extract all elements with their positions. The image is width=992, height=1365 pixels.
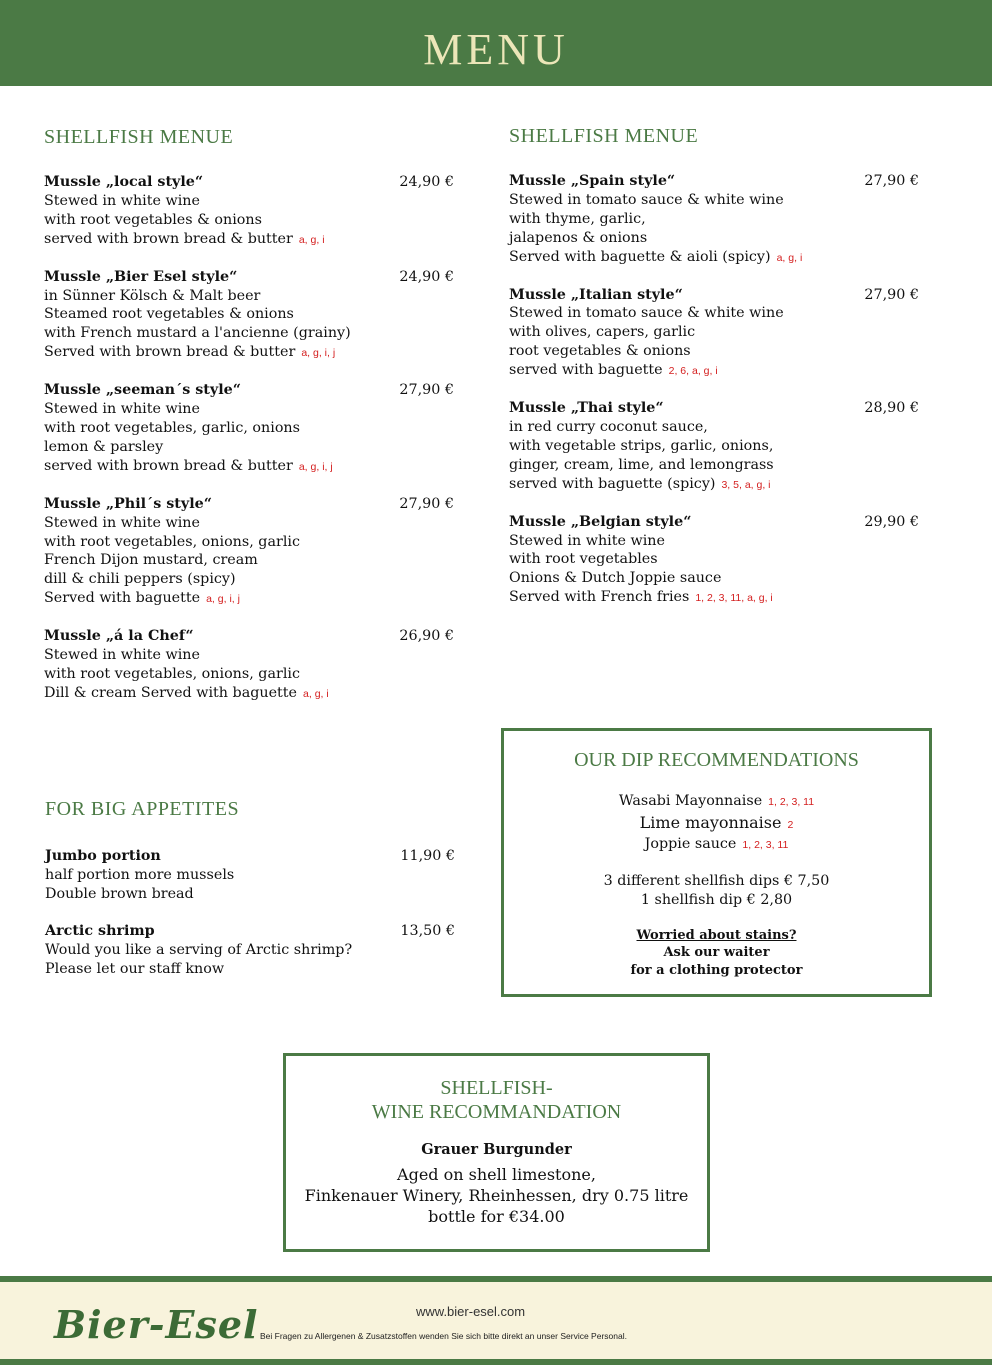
item-description xyxy=(509,418,939,437)
menu-item xyxy=(44,173,474,250)
allergen-codes: a, g, i xyxy=(776,251,803,264)
description-text: in Sünner Kölsch & Malt beer xyxy=(44,287,261,304)
item-description xyxy=(509,588,939,608)
item-description xyxy=(509,191,939,210)
description-text: with French mustard a l'ancienne (grainy) xyxy=(44,325,351,342)
dip-title: OUR DIP RECOMMENDATIONS xyxy=(574,749,859,771)
menu-item xyxy=(509,172,939,268)
item-price: 24,90 € xyxy=(399,268,454,285)
dip-name: Lime mayonnaise xyxy=(639,812,782,832)
description-text: Stewed in white wine xyxy=(44,192,200,209)
item-description xyxy=(509,456,939,475)
menu-item xyxy=(509,399,939,495)
description-text: Stewed in tomato sauce & white wine xyxy=(509,191,784,208)
menu-item xyxy=(45,847,475,904)
description-text: with root vegetables xyxy=(509,551,658,568)
description-text: served with baguette xyxy=(509,362,663,379)
item-name: Arctic shrimp xyxy=(45,922,155,939)
item-name: Mussle „á la Chef“ xyxy=(44,628,194,645)
spacer xyxy=(504,856,929,872)
item-description xyxy=(509,342,939,361)
item-price: 13,50 € xyxy=(400,922,455,939)
description-text: lemon & parsley xyxy=(44,438,164,455)
description-text: served with brown bread & butter xyxy=(44,230,293,247)
item-price: 28,90 € xyxy=(864,400,919,417)
shellfish-menu-right xyxy=(509,125,939,626)
stain-warning-line: Ask our waiter xyxy=(663,945,770,960)
section-title: SHELLFISH MENUE xyxy=(509,125,699,147)
item-description xyxy=(44,192,474,211)
description-text: jalapenos & onions xyxy=(509,229,648,246)
item-description xyxy=(509,248,939,268)
item-name: Mussle „Bier Esel style“ xyxy=(44,268,238,285)
wine-title-line: WINE RECOMMANDATION xyxy=(371,1101,622,1123)
description-text: Stewed in white wine xyxy=(509,532,665,549)
wine-recommendation-box xyxy=(283,1053,710,1252)
item-description xyxy=(44,665,474,684)
allergen-codes: a, g, i, j xyxy=(206,593,240,606)
item-description xyxy=(44,287,474,306)
description-text: with root vegetables, onions, garlic xyxy=(44,665,300,682)
menu-item xyxy=(509,513,939,609)
item-name: Mussle „seeman´s style“ xyxy=(44,382,241,399)
item-description xyxy=(509,210,939,229)
item-description xyxy=(44,211,474,230)
item-description xyxy=(44,533,474,552)
description-text: Served with baguette xyxy=(44,590,201,607)
allergen-codes: a, g, i xyxy=(298,233,325,246)
item-description xyxy=(509,569,939,588)
description-text: served with brown bread & butter xyxy=(44,457,293,474)
description-text: Served with baguette & aioli (spicy) xyxy=(509,248,771,265)
item-description xyxy=(509,475,939,495)
description-text: with root vegetables, garlic, onions xyxy=(44,419,300,436)
description-text: ginger, cream, lime, and lemongrass xyxy=(509,456,774,473)
menu-item xyxy=(509,286,939,382)
spacer xyxy=(504,911,929,927)
description-text: Stewed in white wine xyxy=(44,647,200,664)
item-description xyxy=(509,437,939,456)
allergen-codes: 1, 2, 3, 11, a, g, i xyxy=(695,592,773,605)
allergen-codes: 3, 5, a, g, i xyxy=(721,478,771,491)
item-description xyxy=(509,304,939,323)
item-description xyxy=(509,323,939,342)
allergen-codes: a, g, i xyxy=(303,687,329,700)
item-description xyxy=(44,646,474,665)
description-text: Double brown bread xyxy=(45,885,194,902)
item-name: Jumbo portion xyxy=(45,848,161,864)
item-description xyxy=(45,941,475,960)
description-text: Served with brown bread & butter xyxy=(44,344,296,361)
item-name: Mussle „Italian style“ xyxy=(509,286,683,303)
item-description xyxy=(45,866,475,885)
item-description xyxy=(509,229,939,248)
item-description xyxy=(44,324,474,343)
item-description xyxy=(44,457,474,477)
item-description xyxy=(509,550,939,569)
wine-name: Grauer Burgunder xyxy=(421,1141,572,1158)
description-text: served with baguette (spicy) xyxy=(509,475,716,492)
description-text: French Dijon mustard, cream xyxy=(44,552,258,569)
item-description xyxy=(44,438,474,457)
menu-item-list xyxy=(45,847,475,978)
item-description xyxy=(44,400,474,419)
item-description xyxy=(44,570,474,589)
item-description xyxy=(45,960,475,979)
item-price: 29,90 € xyxy=(864,513,919,530)
description-text: Stewed in tomato sauce & white wine xyxy=(509,305,784,322)
description-text: Stewed in white wine xyxy=(44,401,200,418)
item-description xyxy=(44,419,474,438)
description-text: with root vegetables & onions xyxy=(44,211,262,228)
description-text: root vegetables & onions xyxy=(509,343,691,360)
item-price: 27,90 € xyxy=(864,173,919,189)
section-title: FOR BIG APPETITES xyxy=(45,798,240,820)
wine-description: Finkenauer Winery, Rheinhessen, dry 0.75 litre xyxy=(304,1186,689,1205)
menu-item xyxy=(44,495,474,609)
dip-item xyxy=(504,792,929,813)
dip-name: Wasabi Mayonnaise xyxy=(618,793,763,809)
stain-warning-line: for a clothing protector xyxy=(630,962,803,978)
allergen-codes: 1, 2, 3, 11 xyxy=(742,839,789,851)
item-price: 24,90 € xyxy=(399,174,454,190)
item-description xyxy=(44,514,474,533)
description-text: with thyme, garlic, xyxy=(509,210,646,227)
dip-item xyxy=(504,813,929,836)
description-text: with olives, capers, garlic xyxy=(509,324,696,341)
description-text: Dill & cream Served with baguette xyxy=(44,684,298,701)
allergen-codes: a, g, i, j xyxy=(301,347,336,360)
website-url: www.bier-esel.com xyxy=(416,1304,526,1319)
allergen-codes: 1, 2, 3, 11 xyxy=(768,796,815,808)
wine-title-line: SHELLFISH- xyxy=(440,1077,553,1099)
wine-description: Aged on shell limestone, xyxy=(397,1165,596,1184)
allergen-codes: 2 xyxy=(787,818,794,831)
item-price: 27,90 € xyxy=(864,286,919,303)
item-description xyxy=(44,551,474,570)
item-description xyxy=(44,305,474,324)
menu-item xyxy=(44,381,474,477)
item-price: 27,90 € xyxy=(399,382,454,399)
dip-name: Joppie sauce xyxy=(644,836,737,852)
item-price: 27,90 € xyxy=(399,495,454,512)
item-description xyxy=(44,230,474,250)
description-text: Please let our staff know xyxy=(45,960,225,977)
item-description xyxy=(509,361,939,381)
footer xyxy=(0,1276,992,1365)
wine-description: bottle for €34.00 xyxy=(428,1207,565,1226)
stain-warning-title: Worried about stains? xyxy=(636,927,797,943)
menu-item xyxy=(44,268,474,364)
item-name: Mussle „Belgian style“ xyxy=(509,513,692,530)
section-title: SHELLFISH MENUE xyxy=(44,126,234,148)
description-text: with vegetable strips, garlic, onions, xyxy=(509,437,774,454)
allergen-codes: 2, 6, a, g, i xyxy=(668,365,718,378)
menu-item xyxy=(45,922,475,979)
item-description xyxy=(44,343,474,363)
dip-item xyxy=(504,835,929,856)
wine-title xyxy=(286,1076,707,1124)
description-text: with root vegetables, onions, garlic xyxy=(44,533,300,550)
menu-item-list xyxy=(44,173,474,704)
item-description xyxy=(45,885,475,904)
description-text: Would you like a serving of Arctic shrimp? xyxy=(45,941,353,958)
menu-item-list xyxy=(509,172,939,608)
big-appetites-section xyxy=(45,798,475,996)
item-description xyxy=(44,589,474,609)
menu-title: MENU xyxy=(423,25,569,74)
description-text: Onions & Dutch Joppie sauce xyxy=(509,570,722,587)
description-text: Served with French fries xyxy=(509,589,690,606)
menu-item xyxy=(44,627,474,704)
description-text: in red curry coconut sauce, xyxy=(509,418,708,435)
item-price: 11,90 € xyxy=(400,848,455,864)
menu-header xyxy=(0,0,992,86)
dip-price-three: 3 different shellfish dips € 7,50 xyxy=(603,872,830,889)
item-name: Mussle „Thai style“ xyxy=(509,400,664,417)
description-text: Steamed root vegetables & onions xyxy=(44,306,294,323)
description-text: dill & chili peppers (spicy) xyxy=(44,571,236,588)
description-text: half portion more mussels xyxy=(45,866,235,883)
item-description xyxy=(509,532,939,551)
item-description xyxy=(44,684,474,704)
bier-esel-logo: Bier-Esel xyxy=(54,1302,259,1347)
item-price: 26,90 € xyxy=(399,628,454,645)
allergen-note: Bei Fragen zu Allergenen & Zusatzstoffen wenden Sie sich bitte direkt an unser Service Personal. xyxy=(260,1331,627,1341)
item-name: Mussle „Phil´s style“ xyxy=(44,495,212,512)
description-text: Stewed in white wine xyxy=(44,514,200,531)
dip-price-one: 1 shellfish dip € 2,80 xyxy=(640,892,793,908)
dip-recommendations-box xyxy=(501,728,932,997)
allergen-codes: a, g, i, j xyxy=(298,460,333,473)
item-name: Mussle „local style“ xyxy=(44,174,204,190)
item-name: Mussle „Spain style“ xyxy=(509,173,676,189)
shellfish-menu-left xyxy=(44,126,474,722)
